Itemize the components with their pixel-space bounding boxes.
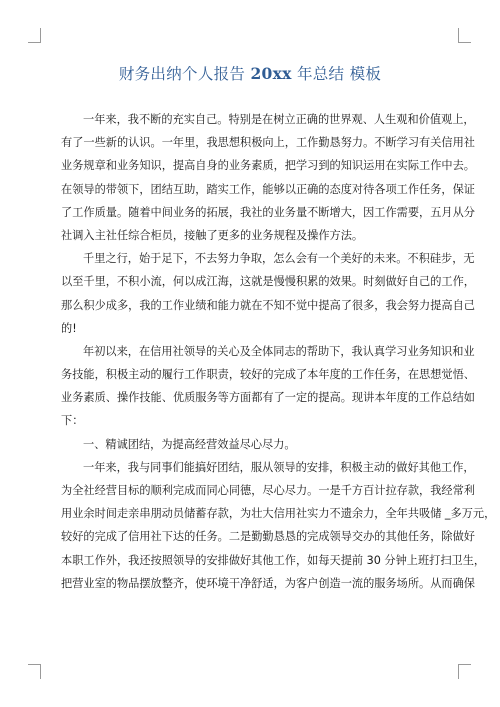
text-line: 一、精诚团结，为提高经营效益尽心尽力。 — [83, 437, 296, 451]
text-line: 一年来，我不断的充实自己。特别是在树立正确的世界观、人生观和价值观上， — [83, 113, 475, 126]
paragraph — [61, 340, 475, 433]
text-line: 为全社经营目标的顺利完成而同心同德，尽心尽力。一是千方百计拉存款，我经常利 — [61, 484, 475, 497]
text-line: 在领导的带领下，团结互助，踏实工作，能够以正确的态度对待各项工作任务，保证 — [61, 182, 475, 196]
text-line: 用业余时间走亲串朋动员储蓄存款，为壮大信用社实力不遗余力，全年共吸储 _多万元， — [61, 507, 496, 521]
title-suffix: 年总结 模板 — [296, 65, 382, 83]
crop-mark-bottom-left — [28, 664, 41, 679]
text-line: 的! — [61, 321, 77, 335]
text-line: 以至千里，不积小流，何以成江海，这就是慢慢积累的效果。时刻做好自己的工作， — [61, 275, 475, 289]
text-line: 了工作质量。随着中间业务的拓展，我社的业务量不断增大，因工作需要，五月从分 — [61, 205, 475, 219]
text-line: 较好的完成了信用社下达的任务。二是勤勤恳恳的完成领导交办的其他任务，除做好 — [61, 530, 475, 544]
text-line: 业务素质、操作技能、优质服务等方面都有了一定的提高。现讲本年度的工作总结如 — [61, 391, 475, 405]
text-line: 那么积少成多，我的工作业绩和能力就在不知不觉中提高了很多，我会努力提高自己 — [61, 298, 475, 312]
text-line: 年初以来，在信用社领导的关心及全体同志的帮助下，我认真学习业务知识和业 — [83, 344, 475, 358]
crop-mark-top-left — [28, 28, 41, 43]
text-line: 把营业室的物品摆放整齐，使环境干净舒适，为客户创造一流的服务场所。从而确保 — [61, 576, 475, 590]
text-line: 业务规章和业务知识，提高自身的业务素质，把学习到的知识运用在实际工作中去。 — [61, 159, 475, 173]
text-line: 有了一些新的认识。一年里，我思想积极向上，工作勤恳努力。不断学习有关信用社 — [61, 136, 475, 150]
text-line: 务技能，积极主动的履行工作职责，较好的完成了本年度的工作任务，在思想觉悟、 — [61, 368, 475, 382]
crop-mark-bottom-right — [458, 664, 471, 679]
title-prefix: 财务出纳个人报告 — [118, 65, 246, 83]
text-line: 社调入主社任综合柜员，接触了更多的业务规程及操作方法。 — [61, 228, 364, 242]
paragraph — [61, 247, 475, 340]
paragraph — [61, 456, 496, 595]
paragraph — [61, 433, 443, 456]
document-body — [61, 108, 496, 595]
text-line: 下： — [61, 414, 84, 428]
crop-mark-top-right — [458, 28, 471, 43]
text-line: 本职工作外，我还按照领导的安排做好其他工作，如每天提前 30 分钟上班打扫卫生， — [61, 553, 486, 567]
paragraph — [61, 108, 475, 247]
title-year: 20xx — [250, 64, 292, 83]
text-line: 一年来，我与同事们能搞好团结，服从领导的安排，积极主动的做好其他工作， — [83, 460, 475, 474]
document-title — [60, 62, 440, 84]
text-line: 千里之行，始于足下，不去努力争取，怎么会有一个美好的未来。不积硅步，无 — [83, 252, 475, 266]
